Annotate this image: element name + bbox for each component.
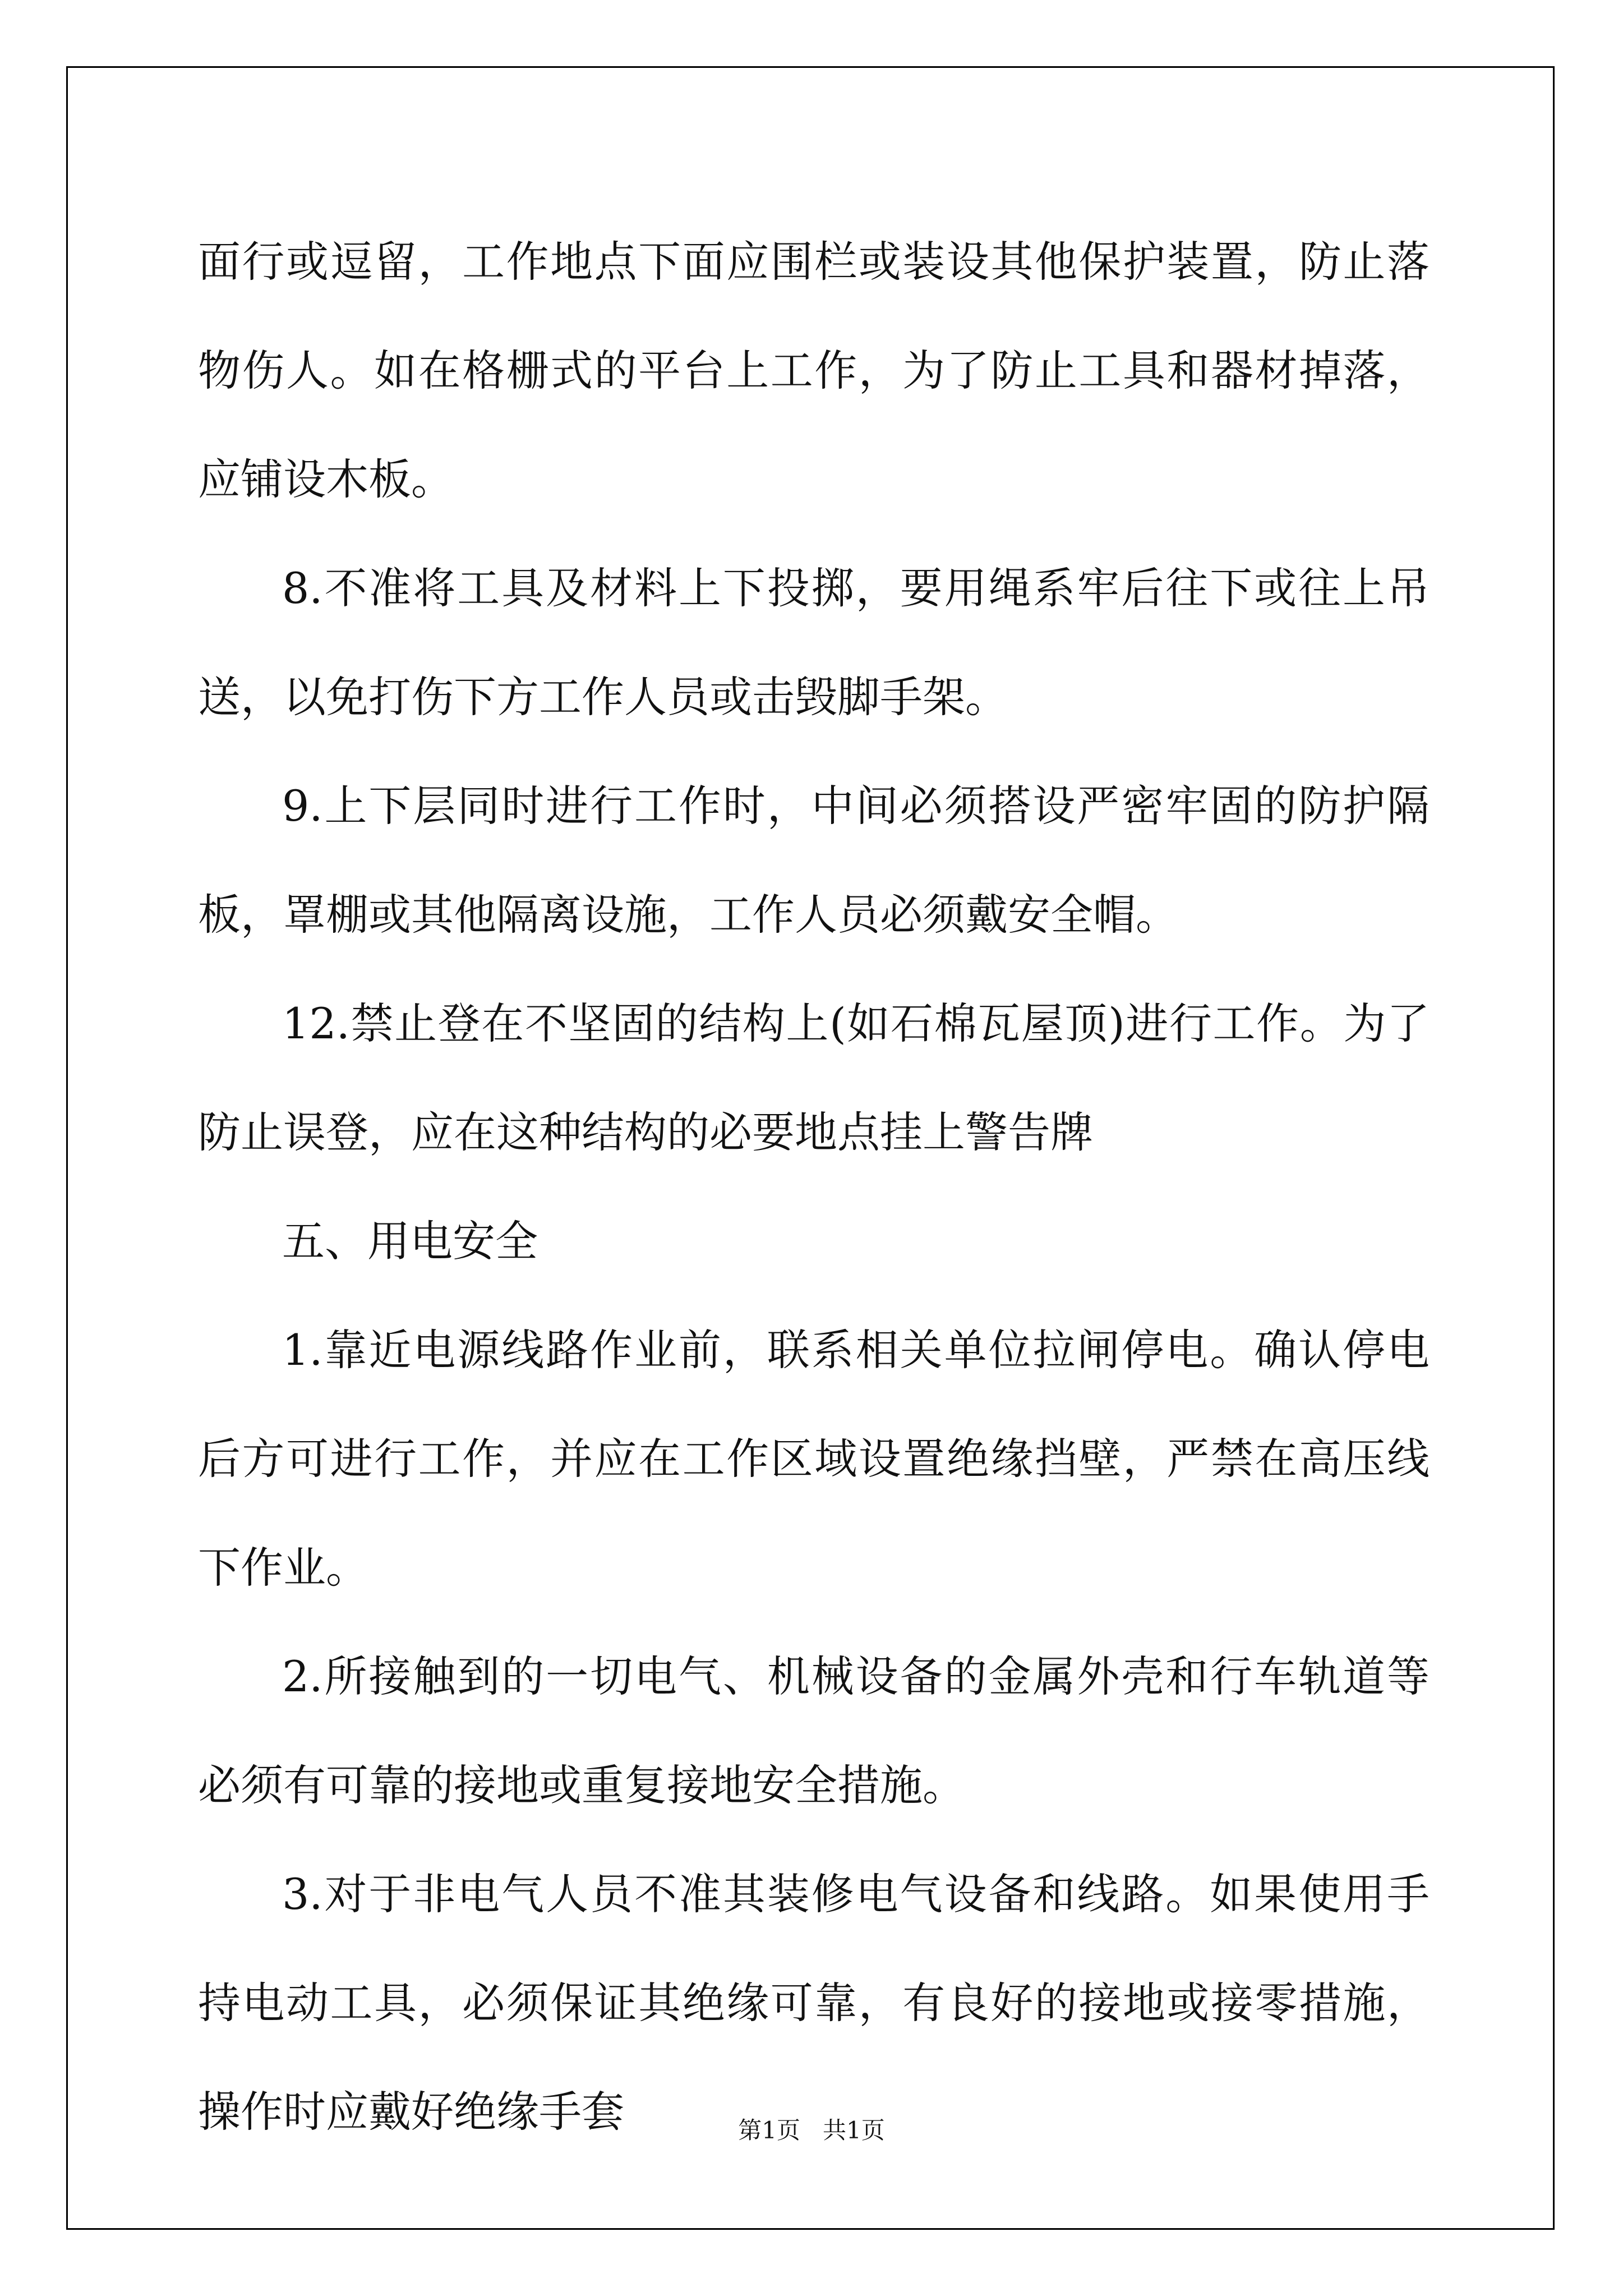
paragraph: 3.对于非电气人员不准其装修电气设备和线路。如果使用手持电动工具，必须保证其绝缘可靠，有良好的接地或接零措施，操作时应戴好绝缘手套 <box>198 1869 1430 2137</box>
paragraph: 2.所接触到的一切电气、机械设备的金属外壳和行车轨道等必须有可靠的接地或重复接地安全措施。 <box>198 1651 1430 1810</box>
document-body <box>198 208 1430 2166</box>
paragraph: 面行或逗留，工作地点下面应围栏或装设其他保护装置，防止落物伤人。如在格栅式的平台上工作，为了防止工具和器材掉落，应铺设木板。 <box>198 237 1430 504</box>
page-footer <box>0 2112 1623 2146</box>
paragraph: 1.靠近电源线路作业前，联系相关单位拉闸停电。确认停电后方可进行工作，并应在工作区域设置绝缘挡壁，严禁在高压线下作业。 <box>198 1325 1430 1593</box>
page-number: 第1页 <box>738 2116 800 2144</box>
paragraph: 9.上下层同时进行工作时，中间必须搭设严密牢固的防护隔板，罩棚或其他隔离设施，工作人员必须戴安全帽。 <box>198 781 1430 940</box>
paragraph: 12.禁止登在不坚固的结构上(如石棉瓦屋顶)进行工作。为了防止误登，应在这种结构的必要地点挂上警告牌 <box>198 999 1430 1157</box>
section-heading: 五、用电安全 <box>282 1216 538 1266</box>
page-total: 共1页 <box>823 2116 885 2144</box>
paragraph: 8.不准将工具及材料上下投掷，要用绳系牢后往下或往上吊送，以免打伤下方工作人员或击毁脚手架。 <box>198 563 1430 722</box>
